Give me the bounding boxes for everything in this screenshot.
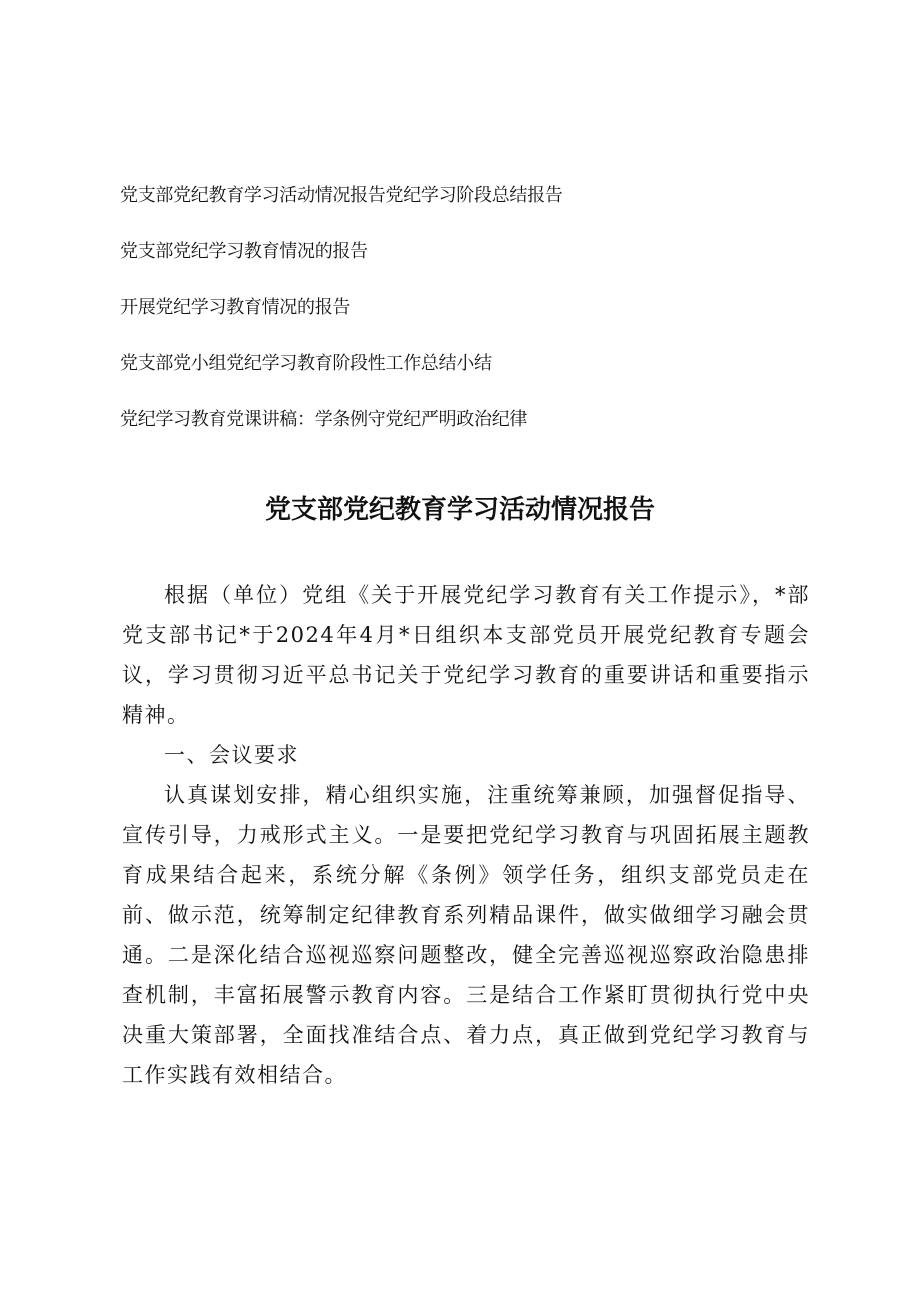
document-list-item: 党支部党小组党纪学习教育阶段性工作总结小结 — [120, 353, 492, 374]
document-list — [120, 180, 840, 436]
document-list-item: 开展党纪学习教育情况的报告 — [120, 297, 351, 318]
intro-paragraph: 根据（单位）党组《关于开展党纪学习教育有关工作提示》，*部党支部书记*于2024年4月*日组织本支部党员开展党纪教育专题会议，学习贯彻习近平总书记关于党纪学习教育的重要讲话和重要指示精神。 — [122, 583, 810, 727]
document-title: 党支部党纪教育学习活动情况报告 — [264, 495, 655, 525]
document-list-item: 党纪学习教育党课讲稿：学条例守党纪严明政治纪律 — [120, 409, 528, 430]
document-list-item: 党支部党纪学习教育情况的报告 — [120, 241, 368, 262]
document-body — [122, 575, 810, 1095]
section-heading: 一、会议要求 — [164, 743, 299, 767]
requirements-paragraph: 认真谋划安排，精心组织实施，注重统筹兼顾，加强督促指导、宣传引导，力戒形式主义。一是要把党纪学习教育与巩固拓展主题教育成果结合起来，系统分解《条例》领学任务，组织支部党员走在前、做示范，统筹制定纪律教育系列精品课件，做实做细学习融会贯通。二是深化结合巡视巡察问题整改，健全完善巡视巡察政治隐患排查机制，丰富拓展警示教育内容。三是结合工作紧盯贯彻执行党中央决重大策部署，全面找准结合点、着力点，真正做到党纪学习教育与工作实践有效相结合。 — [122, 783, 810, 1087]
document-list-item: 党支部党纪教育学习活动情况报告党纪学习阶段总结报告 — [120, 185, 563, 206]
